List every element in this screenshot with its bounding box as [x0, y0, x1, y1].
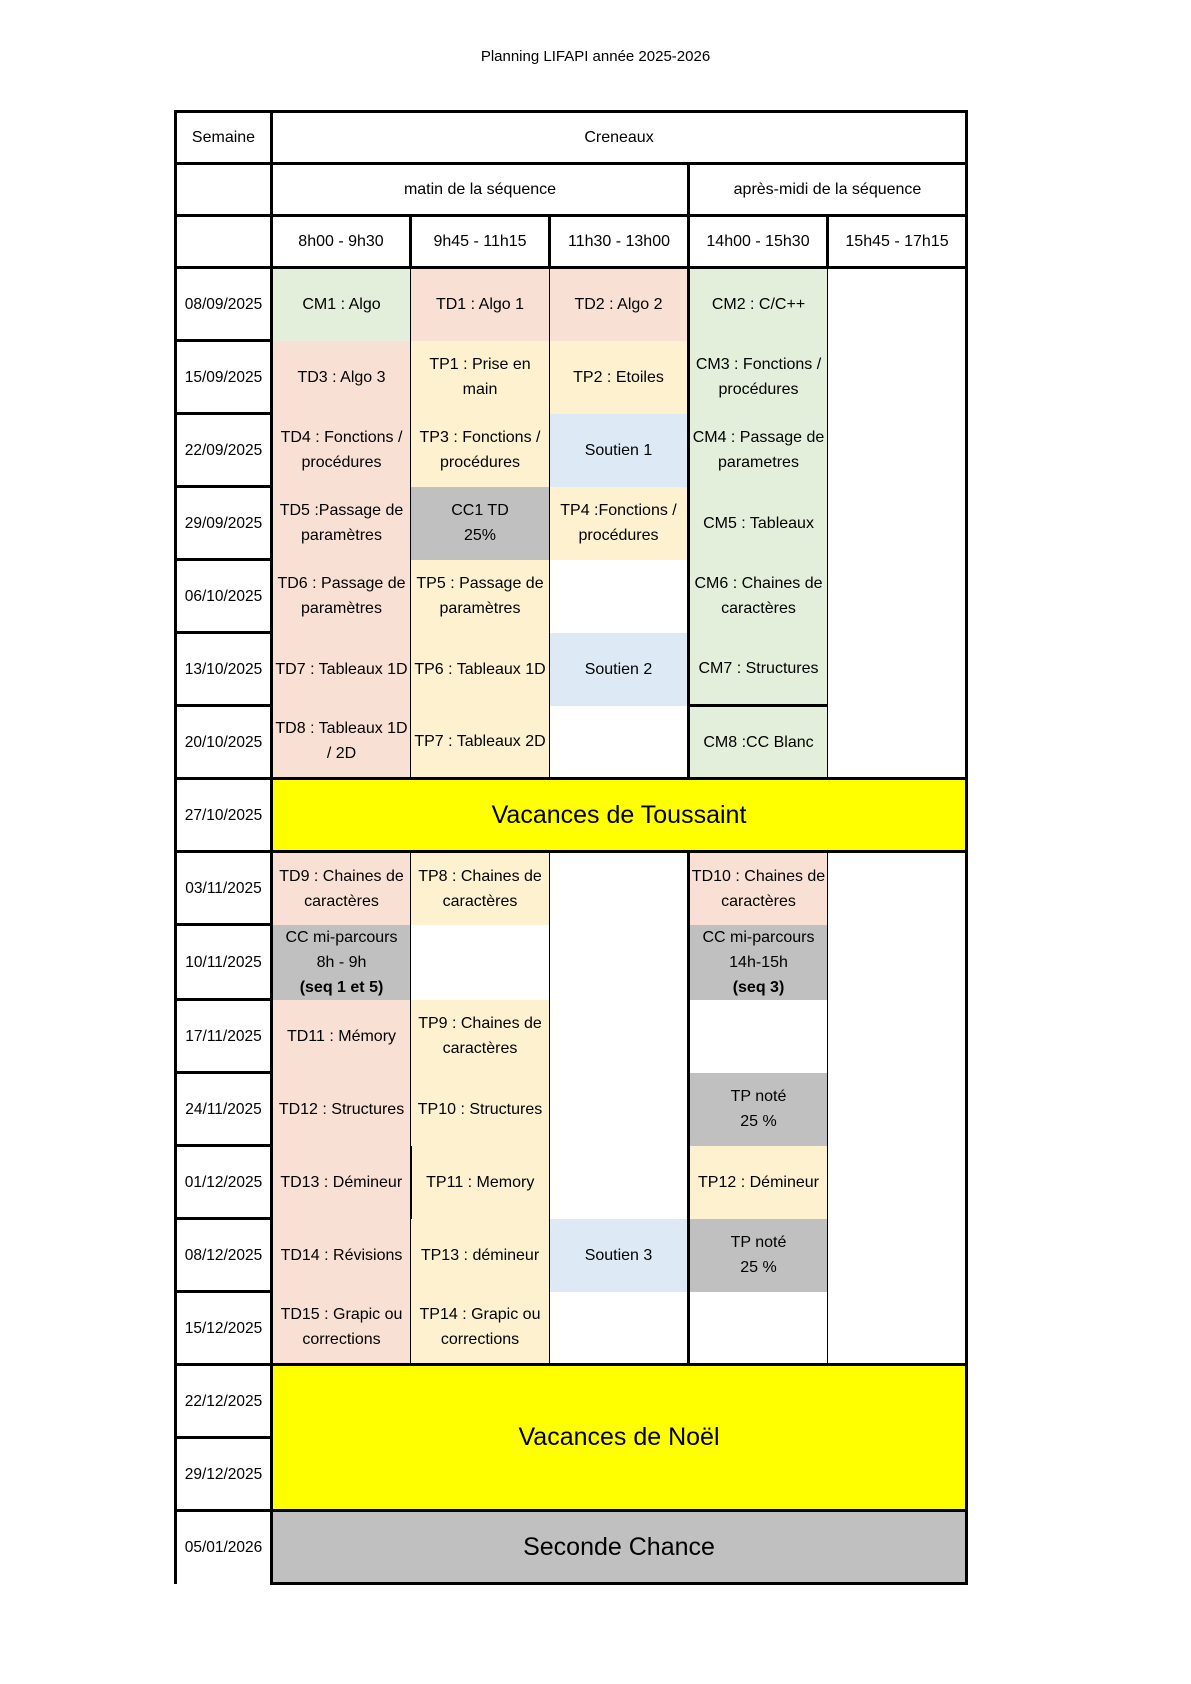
cell-line: TP8 : Chaines de	[418, 867, 542, 885]
header-apres-midi: après-midi de la séquence	[689, 164, 967, 216]
week-date: 06/10/2025	[176, 560, 272, 633]
week-date: 01/12/2025	[176, 1146, 272, 1219]
week-date: 08/09/2025	[176, 268, 272, 341]
slot-header: 8h00 - 9h30	[272, 216, 411, 268]
cell-line: procédures	[578, 527, 659, 544]
session-cell	[411, 560, 550, 633]
cell-line: (seq 1 et 5)	[299, 978, 384, 996]
session-cell	[411, 1000, 550, 1073]
empty-cell	[550, 560, 689, 633]
empty-cell	[550, 852, 689, 1219]
session-cell	[272, 414, 411, 487]
session-cell: TD11 : Mémory	[272, 1000, 411, 1073]
cell-line: TP noté	[730, 1234, 787, 1251]
week-date: 29/09/2025	[176, 487, 272, 560]
empty-cell	[689, 1292, 828, 1365]
header-empty	[176, 216, 272, 268]
session-cell	[411, 414, 550, 487]
header-row-2	[176, 164, 967, 216]
cell-line: CM6 : Chaines de	[694, 575, 823, 592]
week-row	[176, 852, 967, 925]
week-date: 05/01/2026	[176, 1511, 272, 1584]
cell-line: TD5 :Passage de	[279, 502, 404, 519]
session-cell: TP1 : Prise en main	[411, 341, 550, 414]
week-date: 03/11/2025	[176, 852, 272, 925]
cell-line: caractères	[721, 600, 796, 617]
session-cell	[689, 414, 828, 487]
cell-line: TD6 : Passage de	[277, 575, 406, 592]
week-date: 08/12/2025	[176, 1219, 272, 1292]
cell-line: caractères	[442, 892, 518, 910]
cell-line: TP4 :Fonctions /	[560, 502, 677, 519]
session-cell: TD1 : Algo 1	[411, 268, 550, 341]
empty-cell	[550, 706, 689, 779]
document-title: Planning LIFAPI année 2025-2026	[480, 48, 711, 65]
session-cell: TP12 : Démineur	[689, 1146, 828, 1219]
week-date: 20/10/2025	[176, 706, 272, 779]
session-cell	[550, 487, 689, 560]
empty-cell	[411, 925, 550, 1000]
seconde-chance-band: Seconde Chance	[272, 1511, 967, 1584]
cell-line: TD15 : Grapic ou	[280, 1306, 403, 1324]
week-date: 22/09/2025	[176, 414, 272, 487]
cell-line: / 2D	[326, 745, 357, 763]
cell-line: 14h-15h	[729, 953, 788, 971]
cell-line: procédures	[301, 454, 382, 471]
header-matin: matin de la séquence	[272, 164, 689, 216]
session-cell: Soutien 1	[550, 414, 689, 487]
session-cell	[411, 852, 550, 925]
session-cell	[272, 1292, 411, 1365]
cell-line: corrections	[440, 1331, 520, 1349]
session-cell: TP10 : Structures	[411, 1073, 550, 1146]
session-cell: CM2 : C/C++	[689, 268, 828, 341]
slot-header: 15h45 - 17h15	[828, 216, 967, 268]
session-cell: TP7 : Tableaux 2D	[411, 706, 550, 779]
cell-line: CC1 TD	[451, 502, 509, 519]
slot-header: 11h30 - 13h00	[550, 216, 689, 268]
session-cell: TP2 : Etoiles	[550, 341, 689, 414]
cell-line: caractères	[304, 892, 379, 910]
cell-line: (seq 3)	[732, 978, 785, 996]
week-date: 13/10/2025	[176, 633, 272, 706]
header-row-1	[176, 112, 967, 164]
week-row	[176, 1511, 967, 1584]
session-cell: TP6 : Tableaux 1D	[411, 633, 550, 706]
header-semaine: Semaine	[176, 112, 272, 164]
cell-line: parametres	[718, 454, 799, 471]
session-cell	[272, 706, 411, 779]
session-cell: CM8 :CC Blanc	[689, 706, 828, 779]
cell-line: CC mi-parcours	[285, 928, 398, 946]
session-cell: TD14 : Révisions	[272, 1219, 411, 1292]
cell-line: CM4 : Passage de	[692, 429, 825, 446]
cell-line: corrections	[302, 1331, 381, 1349]
cell-line: TD8 : Tableaux 1D	[275, 720, 408, 738]
cell-line: paramètres	[439, 600, 521, 617]
week-row	[176, 268, 967, 341]
week-date: 29/12/2025	[176, 1438, 272, 1511]
cell-line: caractères	[721, 892, 796, 910]
session-cell: TD13 : Démineur	[272, 1146, 411, 1219]
cell-line: CM3 : Fonctions /	[695, 356, 822, 373]
cell-line: 25 %	[740, 1259, 777, 1276]
session-cell	[689, 852, 828, 925]
cell-line: TP5 : Passage de	[416, 575, 544, 592]
cell-line: CC mi-parcours	[702, 928, 815, 946]
week-date: 27/10/2025	[176, 779, 272, 852]
header-row-3	[176, 216, 967, 268]
cell-line: TD4 : Fonctions /	[280, 429, 403, 446]
empty-cell	[828, 852, 967, 1365]
exam-cell	[411, 487, 550, 560]
week-date: 15/09/2025	[176, 341, 272, 414]
session-cell	[411, 1292, 550, 1365]
cell-line: paramètres	[301, 527, 382, 544]
holiday-band: Vacances de Noël	[272, 1365, 967, 1511]
week-date: 24/11/2025	[176, 1073, 272, 1146]
slot-header: 9h45 - 11h15	[411, 216, 550, 268]
header-creneaux: Creneaux	[272, 112, 967, 164]
session-cell: TD7 : Tableaux 1D	[272, 633, 411, 706]
session-cell: CM5 : Tableaux	[689, 487, 828, 560]
week-row	[176, 779, 967, 852]
empty-cell	[689, 1000, 828, 1073]
session-cell: Soutien 3	[550, 1219, 689, 1292]
cell-line: caractères	[442, 1040, 518, 1057]
session-cell: TD12 : Structures	[272, 1073, 411, 1146]
week-date: 17/11/2025	[176, 1000, 272, 1073]
cell-line: 8h - 9h	[316, 953, 367, 971]
holiday-band: Vacances de Toussaint	[272, 779, 967, 852]
session-cell: TD2 : Algo 2	[550, 268, 689, 341]
cell-line: TP noté	[730, 1088, 787, 1105]
session-cell	[272, 852, 411, 925]
session-cell: CM1 : Algo	[272, 268, 411, 341]
session-cell: Soutien 2	[550, 633, 689, 706]
week-date: 22/12/2025	[176, 1365, 272, 1438]
week-row	[176, 1365, 967, 1438]
session-cell	[272, 487, 411, 560]
cell-line: TP3 : Fonctions /	[419, 429, 541, 446]
session-cell: TD3 : Algo 3	[272, 341, 411, 414]
session-cell	[689, 560, 828, 633]
session-cell: TP13 : démineur	[411, 1219, 550, 1292]
cell-line: TP9 : Chaines de	[418, 1015, 542, 1032]
cell-line: 25 %	[740, 1113, 777, 1130]
exam-cell	[689, 1073, 828, 1146]
cell-line: TP14 : Grapic ou	[419, 1306, 541, 1324]
exam-cell	[689, 1219, 828, 1292]
empty-cell	[550, 1292, 689, 1365]
header-empty	[176, 164, 272, 216]
planning-table	[174, 110, 968, 1585]
cell-line: 25%	[463, 527, 497, 544]
cell-line: TD9 : Chaines de	[279, 867, 404, 885]
cell-line: TD10 : Chaines de	[691, 867, 826, 885]
session-cell: CM7 : Structures	[689, 633, 828, 706]
week-date: 10/11/2025	[176, 925, 272, 1000]
empty-cell	[828, 268, 967, 779]
slot-header: 14h00 - 15h30	[689, 216, 828, 268]
exam-cell	[272, 925, 411, 1000]
cell-line: procédures	[439, 454, 521, 471]
exam-cell	[689, 925, 828, 1000]
cell-line: procédures	[718, 381, 799, 398]
week-date: 15/12/2025	[176, 1292, 272, 1365]
session-cell	[689, 341, 828, 414]
session-cell	[272, 560, 411, 633]
session-cell: TP11 : Memory	[411, 1146, 550, 1219]
cell-line: paramètres	[301, 600, 382, 617]
